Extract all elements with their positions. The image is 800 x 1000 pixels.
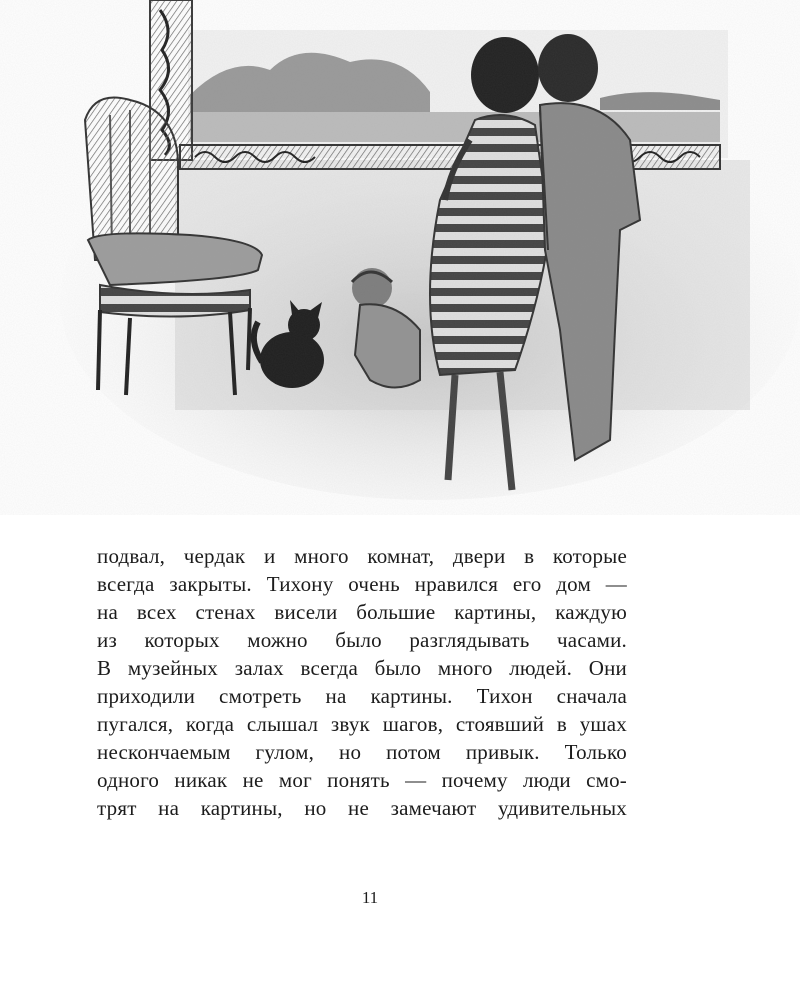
text-line: В музейных залах всегда было много людей. Они	[97, 656, 627, 680]
text-line: из которых можно было разглядывать часами.	[97, 628, 627, 652]
text-line: приходили смотреть на картины. Тихон сначала	[97, 684, 627, 708]
text-line: пугался, когда слышал звук шагов, стоявший в ушах	[97, 712, 627, 736]
page-number: 11	[361, 888, 379, 907]
text-line: трят на картины, но не замечают удивительных	[97, 796, 627, 820]
text-line: на всех стенах висели большие картины, каждую	[97, 600, 627, 624]
text-line: одного никак не мог понять — почему люди смо-	[97, 768, 627, 792]
text-line: нескончаемым гулом, но потом привык. Только	[97, 740, 627, 764]
text-line: подвал, чердак и много комнат, двери в которые	[97, 544, 627, 568]
text-line: всегда закрыты. Тихону очень нравился его дом —	[97, 572, 627, 596]
body-paragraph	[97, 542, 627, 822]
